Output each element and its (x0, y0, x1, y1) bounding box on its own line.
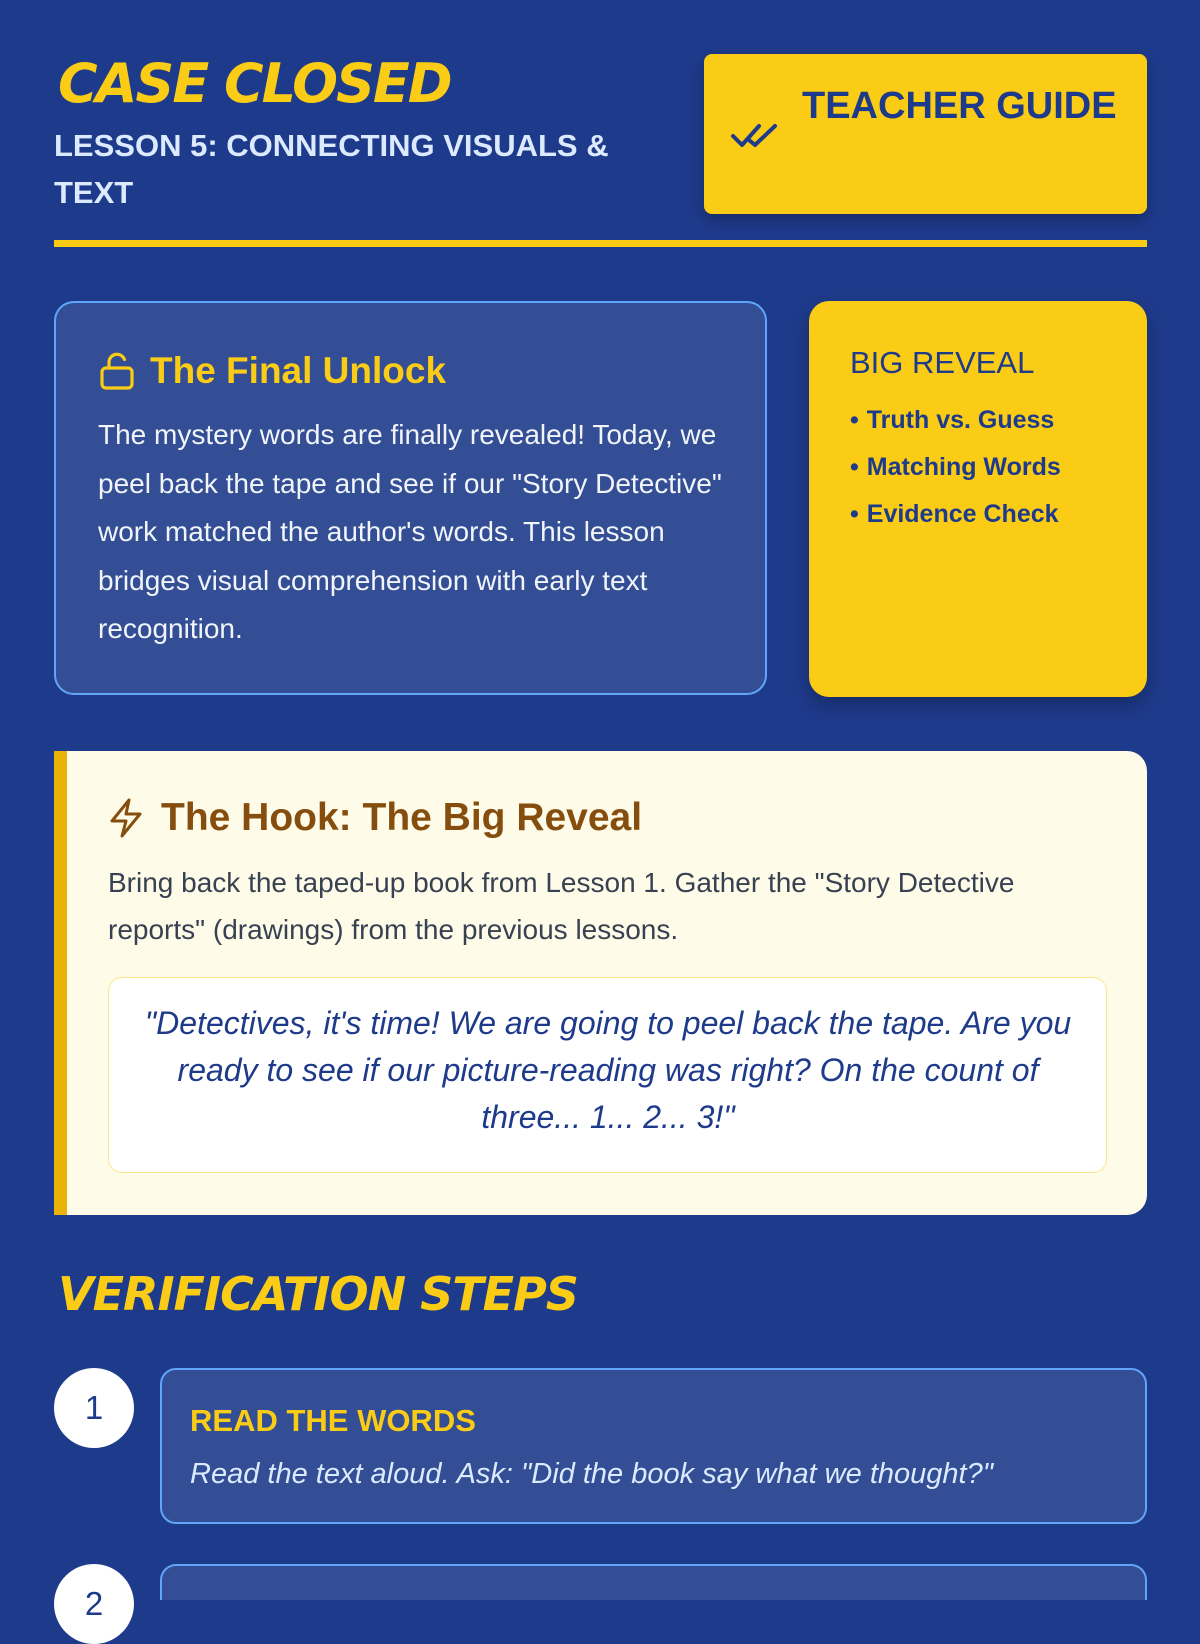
double-check-icon (730, 118, 780, 152)
hook-intro: Bring back the taped-up book from Lesson 1. Gather the "Story Detective reports" (drawings) from the previous lessons. (108, 867, 1015, 945)
lightning-icon (107, 797, 145, 839)
header-divider (54, 240, 1147, 247)
big-reveal-card (809, 301, 1147, 697)
hook-quote: "Detectives, it's time! We are going to peel back the tape. Are you ready to see if our picture-reading was right? On the count of three... 1... 2... 3!" (144, 1005, 1072, 1135)
lesson-subtitle: LESSON 5: CONNECTING VISUALS & TEXT (54, 128, 609, 210)
big-reveal-title: BIG REVEAL (850, 345, 1035, 380)
step-card (160, 1564, 1147, 1600)
step-number-badge: 1 (54, 1368, 134, 1448)
list-item: • Matching Words (850, 444, 1061, 491)
step-description: Read the text aloud. Ask: "Did the book say what we thought?" (190, 1458, 993, 1490)
verification-steps-title: VERIFICATION STEPS (58, 1267, 578, 1321)
hook-quote-box (108, 977, 1107, 1173)
header (54, 52, 1147, 248)
page-title: CASE CLOSED (58, 52, 451, 115)
step-number-badge: 2 (54, 1564, 134, 1644)
hook-title: The Hook: The Big Reveal (161, 796, 643, 839)
teacher-guide-badge (704, 54, 1147, 214)
final-unlock-title: The Final Unlock (150, 350, 447, 391)
final-unlock-card (54, 301, 767, 695)
teacher-guide-label: TEACHER GUIDE (802, 85, 1117, 127)
big-reveal-list (850, 397, 1061, 538)
list-item: • Evidence Check (850, 491, 1061, 538)
final-unlock-body: The mystery words are finally revealed! Today, we peel back the tape and see if our "Story Detective" work matched the author's words. This lesson bridges visual comprehension with early text recognition. (98, 419, 722, 644)
step-card (160, 1368, 1147, 1524)
hook-card (54, 751, 1147, 1215)
step-title: READ THE WORDS (190, 1403, 476, 1438)
unlock-icon (98, 351, 136, 391)
list-item: • Truth vs. Guess (850, 397, 1061, 444)
